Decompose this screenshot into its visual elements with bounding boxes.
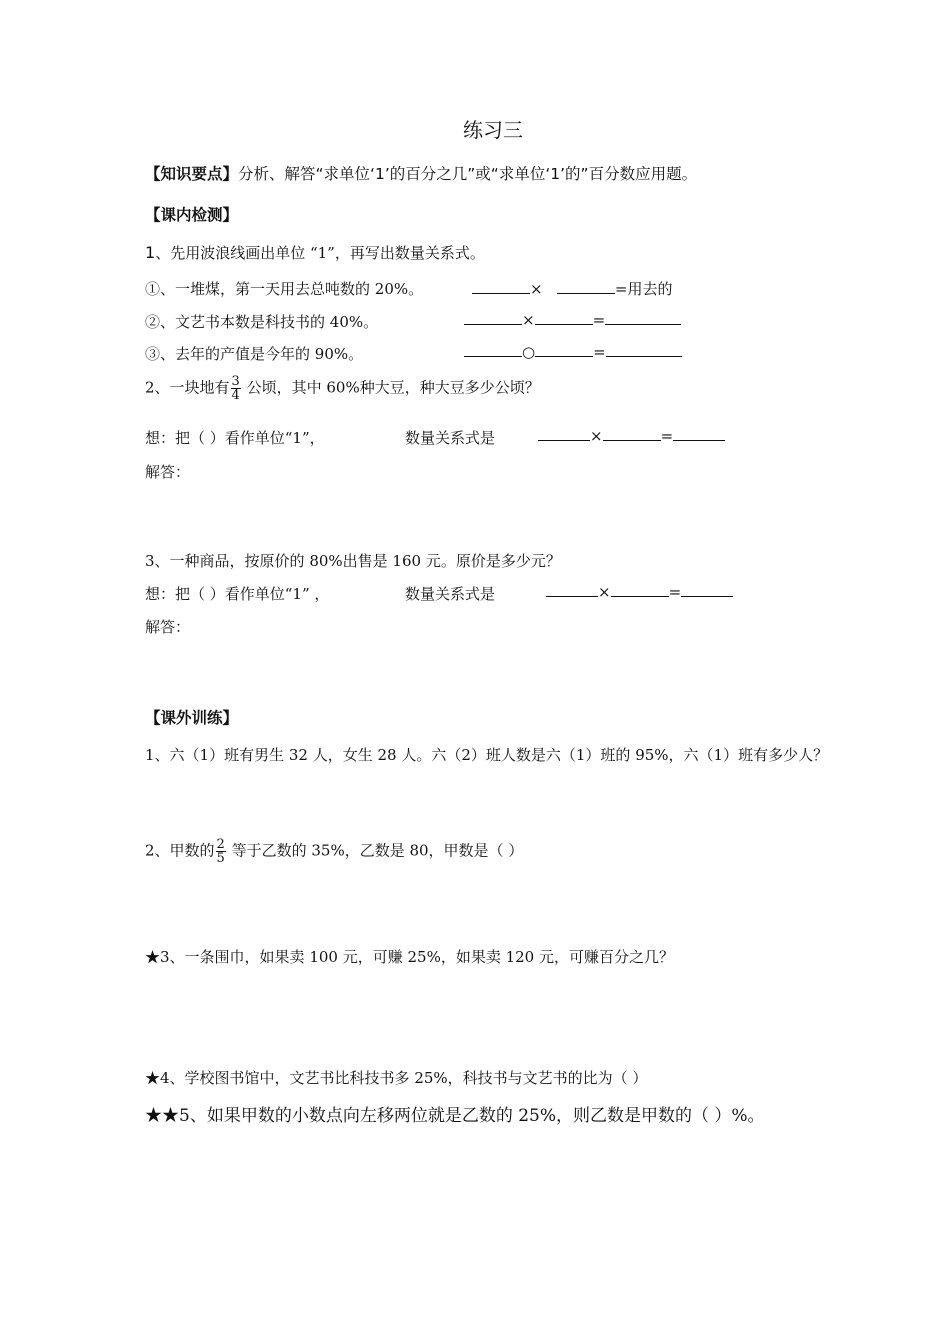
q1-item-2-eq: = bbox=[592, 311, 606, 329]
q1-item-2: ②、文艺书本数是科技书的 40%。 bbox=[145, 313, 379, 331]
outclass-q5: ★★5、如果甲数的小数点向左移两位就是乙数的 25%，则乙数是甲数的（ ）%。 bbox=[145, 1106, 765, 1126]
q3-op: × bbox=[598, 583, 611, 601]
q1-item-2-op: × bbox=[522, 311, 535, 329]
q2-op: × bbox=[590, 427, 603, 445]
outclass-q2-fraction bbox=[216, 838, 226, 865]
inclass-q2 bbox=[145, 375, 540, 402]
q2-eq: = bbox=[660, 427, 674, 445]
q3-eq: = bbox=[668, 583, 682, 601]
knowledge-points bbox=[145, 162, 697, 184]
outclass-q2-prefix: 2、甲数的 bbox=[145, 841, 215, 860]
q2-think: 想：把（ ）看作单位“1”， bbox=[145, 429, 325, 447]
inclass-header: 【课内检测】 bbox=[145, 206, 239, 224]
q2-relation-blanks bbox=[538, 427, 725, 445]
q1-item-3-eq: = bbox=[593, 343, 606, 361]
knowledge-text: 分析、解答“求单位‘1’的百分之几”或“求单位‘1’的”百分数应用题。 bbox=[238, 165, 698, 183]
outclass-q2-fraction-denominator: 5 bbox=[216, 851, 225, 866]
q2-prefix: 2、一块地有 bbox=[145, 378, 230, 397]
outclass-q1: 1、六（1）班有男生 32 人，女生 28 人。六（2）班人数是六（1）班的 95%，六（1）班有多少人？ bbox=[145, 746, 829, 764]
q2-relation bbox=[405, 427, 495, 448]
q2-fraction bbox=[231, 375, 241, 402]
q1-item-3-op: ○ bbox=[522, 343, 536, 361]
page-title: 练习三 bbox=[463, 118, 523, 142]
q1-item-1-relation bbox=[472, 278, 672, 299]
q3-relation-blanks bbox=[546, 583, 733, 601]
q2-answer: 解答： bbox=[145, 463, 191, 481]
q1-text: 、先用波浪线画出单位 “1”，再写出数量关系式。 bbox=[155, 244, 485, 262]
q1-number: 1 bbox=[145, 243, 156, 262]
outclass-q3: ★3、一条围巾，如果卖 100 元，可赚 25%，如果卖 120 元，可赚百分之几？ bbox=[145, 948, 674, 966]
q1-item-1-eq: =用去的 bbox=[614, 280, 673, 298]
q2-fraction-numerator: 3 bbox=[231, 374, 240, 389]
q1-item-1: ①、一堆煤，第一天用去总吨数的 20%。 bbox=[145, 280, 424, 298]
q3-think: 想：把（ ）看作单位“1” ， bbox=[145, 585, 330, 603]
q2-relation-label: 数量关系式是 bbox=[405, 429, 496, 447]
q3-relation bbox=[405, 583, 495, 604]
q2-fraction-denominator: 4 bbox=[231, 388, 240, 403]
outclass-q2-suffix: 等于乙数的 35%，乙数是 80，甲数是（ ） bbox=[226, 841, 524, 860]
q1-item-2-relation bbox=[464, 311, 681, 329]
outclass-q4: ★4、学校图书馆中，文艺书比科技书多 25%，科技书与文艺书的比为（ ） bbox=[145, 1069, 648, 1087]
outclass-q2-fraction-numerator: 2 bbox=[216, 837, 225, 852]
q3-answer: 解答： bbox=[145, 618, 191, 636]
knowledge-label: 【知识要点】 bbox=[145, 165, 239, 183]
outclass-header: 【课外训练】 bbox=[145, 709, 239, 727]
q1-item-1-op: × bbox=[530, 280, 543, 298]
inclass-q3: 3、一种商品，按原价的 80%出售是 160 元。原价是多少元？ bbox=[145, 552, 561, 570]
q2-suffix: 公顷，其中 60%种大豆，种大豆多少公顷？ bbox=[241, 378, 540, 397]
q3-relation-label: 数量关系式是 bbox=[405, 585, 496, 603]
q1-item-3-relation bbox=[464, 343, 682, 361]
outclass-q2 bbox=[145, 838, 523, 865]
q1-item-3: ③、去年的产值是今年的 90%。 bbox=[145, 345, 364, 363]
inclass-q1 bbox=[145, 242, 485, 263]
